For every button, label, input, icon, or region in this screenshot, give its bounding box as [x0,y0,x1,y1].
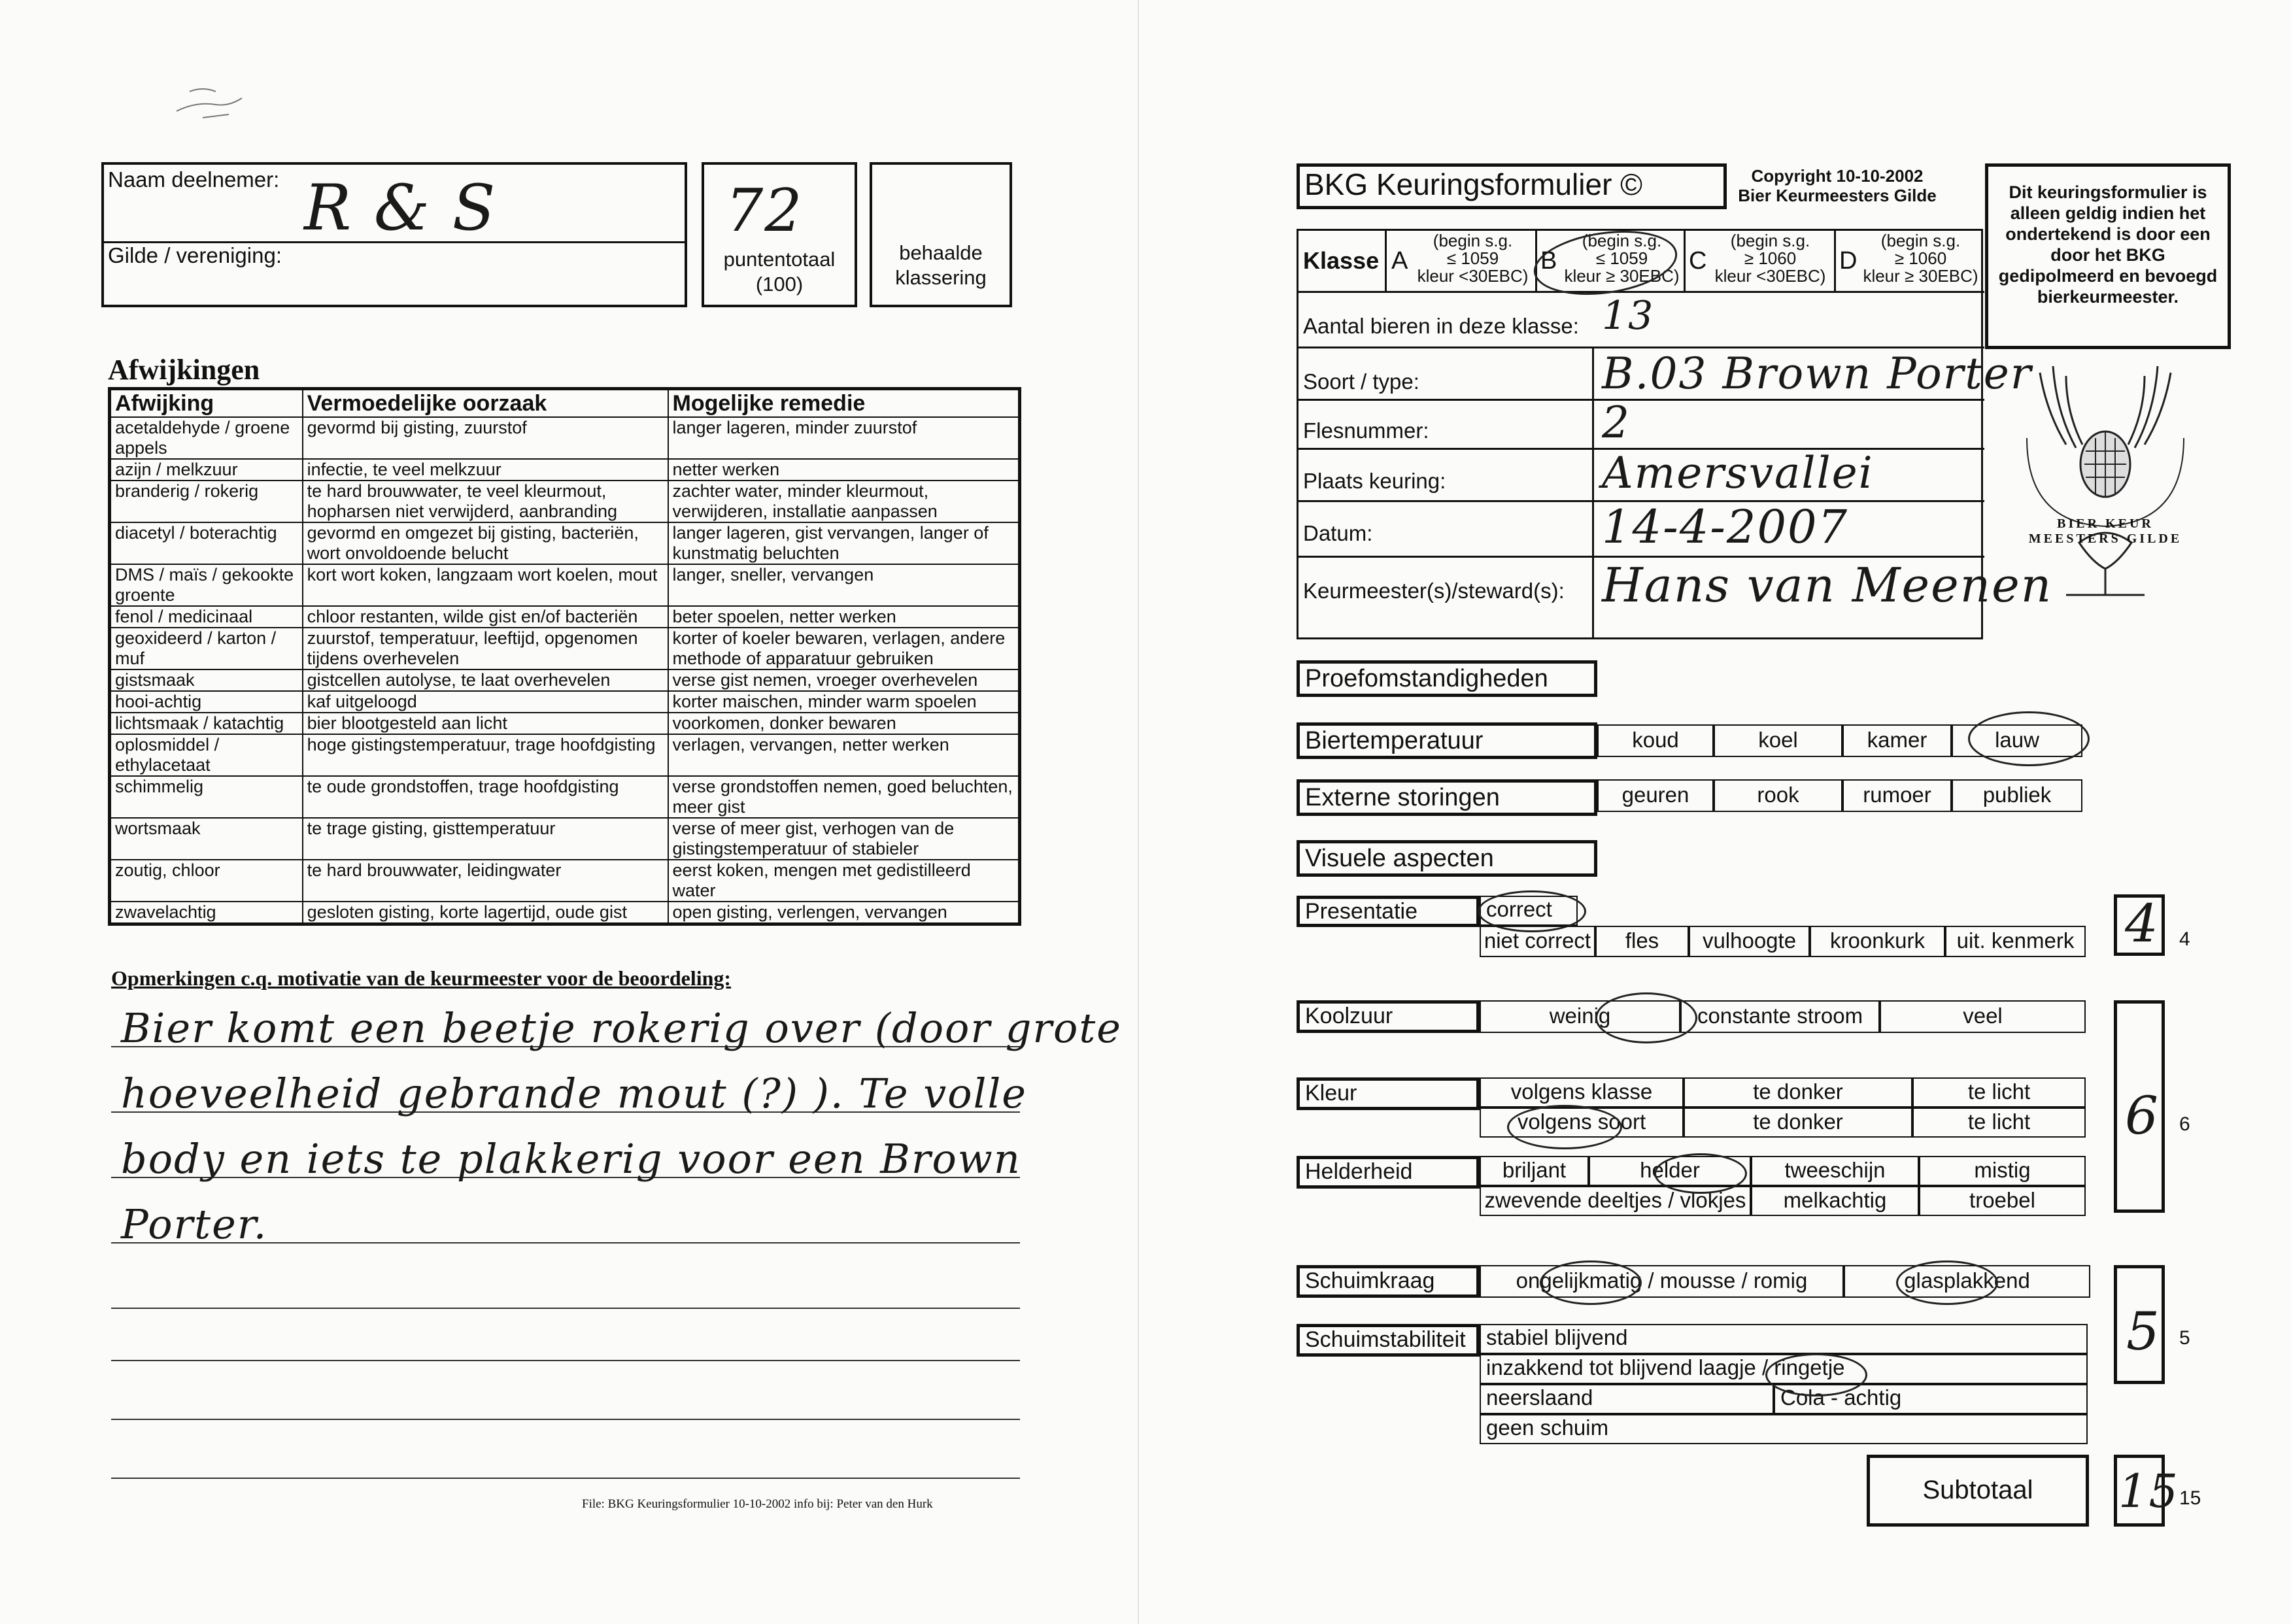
klasse-line1: (begin s.g. [1730,231,1810,250]
table-row [110,522,1020,564]
afwijkingen-table [108,387,1021,926]
weinig-circle [1595,992,1697,1043]
presentatie-label: Presentatie [1297,896,1480,927]
remedie-cell: korter of koeler bewaren, verlagen, andere methode of apparatuur gebruiken [668,628,1020,669]
kleur-option: te licht [1912,1077,2086,1108]
temperatuur-option: koel [1714,724,1842,757]
storing-option: publiek [1952,779,2082,812]
info-label: Aantal bieren in deze klasse: [1303,314,1579,338]
kleur-option: volgens klasse [1480,1077,1684,1108]
info-label: Datum: [1303,521,1373,545]
storing-option: geuren [1597,779,1714,812]
glasplakkend-circle [1896,1260,1998,1305]
klasse-divider [1684,229,1686,291]
info-value: 14-4-2007 [1602,500,1849,554]
klasse-line1: (begin s.g. [1582,231,1662,250]
schuim-max: 5 [2179,1327,2190,1349]
presentatie-max: 4 [2179,928,2190,950]
remedie-cell: verse gist nemen, vroeger overhevelen [668,669,1020,691]
koolzuur-option: veel [1880,1000,2086,1033]
table-row [110,776,1020,818]
temperatuur-option: kamer [1842,724,1952,757]
afwijking-cell: geoxideerd / karton / muf [110,628,303,669]
klasse-line3: kleur <30EBC) [1714,266,1826,286]
info-label: Plaats keuring: [1303,469,1446,493]
scribble-mark [163,72,255,124]
afwijking-cell: schimmelig [110,776,303,818]
helderheid-option: mistig [1919,1156,2086,1186]
afwijking-cell: acetaldehyde / groene appels [110,417,303,459]
naam-value: R & S [304,171,497,245]
externe-label: Externe storingen [1297,779,1597,816]
afwijking-cell: lichtsmaak / katachtig [110,713,303,734]
afwijking-cell: DMS / maïs / gekookte groente [110,564,303,606]
table-row [110,417,1020,459]
remedie-cell: voorkomen, donker bewaren [668,713,1020,734]
helderheid-option: tweeschijn [1751,1156,1919,1186]
storing-option: rook [1714,779,1842,812]
afwijking-cell: zwavelachtig [110,902,303,924]
klasse-line3: kleur <30EBC) [1417,266,1529,286]
info-label: Keurmeester(s)/steward(s): [1303,579,1565,603]
helderheid-option: helder [1589,1156,1751,1186]
remedie-cell: verlagen, vervangen, netter werken [668,734,1020,776]
lauw-circle [1968,711,2090,766]
oorzaak-cell: kort wort koken, langzaam wort koelen, mout [303,564,668,606]
helderheid-option: zwevende deeltjes / vlokjes [1480,1186,1751,1216]
presentatie-correct: correct [1480,896,1578,926]
kleur-max: 6 [2179,1113,2190,1135]
kleur-option: te donker [1684,1108,1912,1138]
volgens-soort-circle [1507,1105,1622,1149]
copyright-2: Bier Keurmeesters Gilde [1738,186,1937,205]
bkg-logo [2001,366,2210,628]
remedie-cell: langer, sneller, vervangen [668,564,1020,606]
schuimkraag-label: Schuimkraag [1297,1265,1480,1298]
punten-value: 72 [726,177,804,245]
info-value: Hans van Meenen [1602,558,2053,613]
klasse-line2: ≥ 1060 [1894,248,1947,268]
klasse-label: Klasse [1303,247,1380,274]
oorzaak-cell: te oude grondstoffen, trage hoofdgisting [303,776,668,818]
klasse-line3: kleur ≥ 30EBC) [1564,266,1680,286]
ringetje-circle [1765,1353,1867,1396]
col-header-afwijking: Afwijking [110,389,303,418]
afwijking-cell: hooi-achtig [110,691,303,713]
kleur-score: 6 [2125,1085,2160,1146]
temperatuur-option: lauw [1952,724,2082,757]
klasse-line2: ≤ 1059 [1595,248,1648,268]
afwijking-cell: branderig / rokerig [110,481,303,522]
oorzaak-cell: hoge gistingstemperatuur, trage hoofdgisting [303,734,668,776]
presentatie-option: uit. kenmerk [1945,926,2086,957]
temperatuur-option: koud [1597,724,1714,757]
remedie-cell: langer lageren, minder zuurstof [668,417,1020,459]
info-value: Amersvallei [1602,448,1874,498]
kleur-option: te donker [1684,1077,1912,1108]
col-header-remedie: Mogelijke remedie [668,389,1020,418]
helder-circle [1654,1153,1747,1194]
afwijking-cell: wortsmaak [110,818,303,860]
helderheid-option: melkachtig [1751,1186,1919,1216]
opmerking-line-2: hoeveelheid gebrande mout (?) ). Te volle [121,1070,1027,1117]
remedie-cell: open gisting, verlengen, vervangen [668,902,1020,924]
schuimstabiliteit-label: Schuimstabiliteit [1297,1324,1480,1357]
schuimkraag-option: glasplakkend [1844,1265,2090,1298]
klasse-line2: ≤ 1059 [1446,248,1499,268]
koolzuur-option: constante stroom [1680,1000,1880,1033]
klasse-line1: (begin s.g. [1880,231,1961,250]
opmerkingen-title: Opmerkingen c.q. motivatie van de keurmeester voor de beoordeling: [111,966,732,990]
info-label: Flesnummer: [1303,418,1429,443]
oorzaak-cell: gistcellen autolyse, te laat overhevelen [303,669,668,691]
table-row [110,669,1020,691]
table-row [110,606,1020,628]
afwijking-cell: azijn / melkzuur [110,459,303,481]
presentatie-score: 4 [2125,893,2160,954]
oorzaak-cell: te hard brouwwater, leidingwater [303,860,668,902]
table-row [110,902,1020,924]
kleur-label: Kleur [1297,1077,1480,1110]
table-row [110,734,1020,776]
klasse-divider [1535,229,1537,291]
file-footer: File: BKG Keuringsformulier 10-10-2002 info bij: Peter van den Hurk [582,1497,933,1511]
afwijking-cell: oplosmiddel / ethylacetaat [110,734,303,776]
visuele-label: Visuele aspecten [1297,840,1597,877]
schuim-score: 5 [2126,1301,2161,1362]
helderheid-label: Helderheid [1297,1156,1480,1189]
info-value: 13 [1602,293,1655,339]
oorzaak-cell: zuurstof, temperatuur, leeftijd, opgenomen tijdens overhevelen [303,628,668,669]
opmerking-line-1: Bier komt een beetje rokerig over (door grote [121,1004,1122,1052]
proefomstandigheden-label: Proefomstandigheden [1297,660,1597,697]
info-value: 2 [1602,398,1631,448]
subtotaal-label: Subtotaal [1922,1476,2033,1504]
oorzaak-cell: bier blootgesteld aan licht [303,713,668,734]
biertemperatuur-label: Biertemperatuur [1297,722,1597,759]
afwijkingen-title: Afwijkingen [108,354,260,386]
klassering-label: behaalde klassering [895,241,987,289]
table-row [110,691,1020,713]
gilde-label: Gilde / vereniging: [108,243,282,267]
form-title: BKG Keuringsformulier © [1304,167,1643,201]
klasse-letter-d: D [1839,247,1858,275]
stabiliteit-option: Cola - achtig [1774,1384,2088,1414]
klasse-divider [1834,229,1836,291]
presentatie-option: vulhoogte [1689,926,1810,957]
afwijking-cell: gistsmaak [110,669,303,691]
table-row [110,459,1020,481]
afwijking-cell: diacetyl / boterachtig [110,522,303,564]
oorzaak-cell: infectie, te veel melkzuur [303,459,668,481]
klasse-letter-a: A [1391,247,1408,275]
remedie-cell: langer lageren, gist vervangen, langer of kunstmatig beluchten [668,522,1020,564]
oorzaak-cell: gevormd en omgezet bij gisting, bacteriën, wort onvoldoende belucht [303,522,668,564]
info-label: Soort / type: [1303,369,1419,394]
page-fold [1138,0,1139,1624]
oorzaak-cell: gevormd bij gisting, zuurstof [303,417,668,459]
subtotaal-max: 15 [2179,1487,2201,1509]
logo-text: BIER KEUR MEESTERS GILDE [2028,516,2182,546]
oorzaak-cell: te trage gisting, gisttemperatuur [303,818,668,860]
table-row [110,860,1020,902]
remedie-cell: korter maischen, minder warm spoelen [668,691,1020,713]
table-row [110,564,1020,606]
remedie-cell: beter spoelen, netter werken [668,606,1020,628]
notice-text: Dit keuringsformulier is alleen geldig indien het ondertekend is door een door het BKG gedipolmeerd en bevoegd bierkeurmeester. [1998,182,2218,307]
helderheid-option: troebel [1919,1186,2086,1216]
oorzaak-cell: te hard brouwwater, te veel kleurmout, hopharsen niet verwijderd, aanbranding [303,481,668,522]
naam-label: Naam deelnemer: [108,167,280,192]
presentatie-option: fles [1595,926,1689,957]
presentatie-option: kroonkurk [1810,926,1945,957]
kleur-option: volgens soort [1480,1108,1684,1138]
kleur-option: te licht [1912,1108,2086,1138]
helderheid-option: briljant [1480,1156,1589,1186]
oorzaak-cell: kaf uitgeloogd [303,691,668,713]
stabiliteit-option: stabiel blijvend [1480,1324,2088,1354]
afwijking-cell: fenol / medicinaal [110,606,303,628]
klasse-line1: (begin s.g. [1433,231,1513,250]
klasse-line2: ≥ 1060 [1744,248,1797,268]
remedie-cell: verse grondstoffen nemen, goed beluchten, meer gist [668,776,1020,818]
punten-label: puntentotaal (100) [723,248,836,296]
stabiliteit-option: inzakkend tot blijvend laagje / ringetje [1480,1354,2088,1384]
klasse-line3: kleur ≥ 30EBC) [1863,266,1978,286]
stabiliteit-option: neerslaand [1480,1384,1774,1414]
schuimkraag-option: ongelijkmatig / mousse / romig [1480,1265,1844,1298]
remedie-cell: verse of meer gist, verhogen van de gistingstemperatuur of stabieler [668,818,1020,860]
info-value: B.03 Brown Porter [1602,348,2033,399]
subtotaal-score: 15 [2118,1464,2180,1518]
ongelijkmatig-circle [1540,1260,1642,1305]
koolzuur-label: Koolzuur [1297,1000,1480,1033]
table-row [110,628,1020,669]
oorzaak-cell: chloor restanten, wilde gist en/of bacteriën [303,606,668,628]
copyright-1: Copyright 10-10-2002 [1751,166,1924,186]
remedie-cell: zachter water, minder kleurmout, verwijderen, installatie aanpassen [668,481,1020,522]
table-row [110,713,1020,734]
remedie-cell: eerst koken, mengen met gedistilleerd water [668,860,1020,902]
presentatie-option: niet correct [1480,926,1595,957]
klasse-letter-b: B [1540,247,1557,275]
table-row [110,818,1020,860]
afwijking-cell: zoutig, chloor [110,860,303,902]
table-row [110,481,1020,522]
opmerking-line-4: Porter. [121,1200,268,1248]
remedie-cell: netter werken [668,459,1020,481]
koolzuur-option: weinig [1480,1000,1680,1033]
stabiliteit-option: geen schuim [1480,1414,2088,1444]
storing-option: rumoer [1842,779,1952,812]
col-header-oorzaak: Vermoedelijke oorzaak [303,389,668,418]
oorzaak-cell: gesloten gisting, korte lagertijd, oude gist [303,902,668,924]
opmerking-line-3: body en iets te plakkerig voor een Brown [121,1135,1021,1183]
klasse-letter-c: C [1689,247,1707,275]
